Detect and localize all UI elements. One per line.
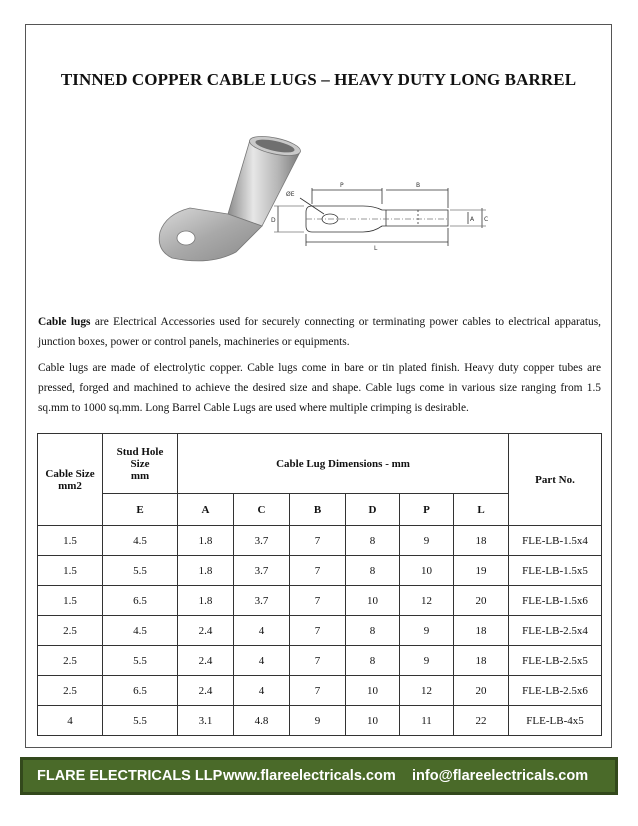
document-title: TINNED COPPER CABLE LUGS – HEAVY DUTY LONG BARREL	[60, 70, 577, 89]
cell-e: 5.5	[103, 646, 178, 676]
cell-d: 10	[346, 706, 400, 736]
label-e: ØE	[286, 191, 295, 198]
intro-lead: Cable lugs	[38, 316, 91, 328]
cell-d: 8	[346, 646, 400, 676]
cell-b: 7	[290, 586, 346, 616]
cell-p: 12	[400, 586, 454, 616]
dimension-drawing	[268, 174, 498, 254]
cell-c: 3.7	[234, 526, 290, 556]
cell-d: 8	[346, 556, 400, 586]
cell-l: 22	[454, 706, 509, 736]
cell-a: 2.4	[178, 676, 234, 706]
table-row	[38, 586, 602, 616]
cell-part-no: FLE-LB-2.5x4	[509, 616, 602, 646]
label-l: L	[374, 245, 378, 252]
cell-p: 12	[400, 676, 454, 706]
header-col-c: C	[234, 494, 290, 526]
cell-b: 7	[290, 646, 346, 676]
cell-p: 9	[400, 646, 454, 676]
cell-cable-size: 2.5	[38, 646, 103, 676]
cell-b: 7	[290, 526, 346, 556]
cell-b: 9	[290, 706, 346, 736]
cell-d: 10	[346, 676, 400, 706]
cell-e: 5.5	[103, 556, 178, 586]
header-stud-hole-line2: Size	[130, 457, 150, 470]
header-col-a: A	[178, 494, 234, 526]
cell-c: 4	[234, 676, 290, 706]
cell-b: 7	[290, 556, 346, 586]
cell-part-no: FLE-LB-4x5	[509, 706, 602, 736]
label-p: P	[340, 182, 344, 189]
label-b: B	[416, 182, 421, 189]
cell-part-no: FLE-LB-2.5x5	[509, 646, 602, 676]
cell-a: 1.8	[178, 586, 234, 616]
cell-e: 5.5	[103, 706, 178, 736]
cell-part-no: FLE-LB-1.5x4	[509, 526, 602, 556]
header-stud-hole	[103, 434, 178, 494]
cell-c: 3.7	[234, 586, 290, 616]
header-dimensions: Cable Lug Dimensions - mm	[178, 434, 509, 494]
cell-d: 8	[346, 526, 400, 556]
label-d: D	[271, 217, 276, 224]
cell-l: 20	[454, 676, 509, 706]
intro-paragraph-2: Cable lugs are made of electrolytic copper. Cable lugs come in bare or tin plated finish. Heavy duty copper tubes are pressed, forged and machined to achieve the desired size and shape. Cable lugs come in various size ranging from 1.5 sq.mm to 1000 sq.mm. Long Barrel Cable Lugs are used where multiple crimping is desirable.	[38, 362, 601, 414]
header-col-b: B	[290, 494, 346, 526]
cell-l: 18	[454, 616, 509, 646]
header-col-p: P	[400, 494, 454, 526]
cell-b: 7	[290, 676, 346, 706]
header-part-no: Part No.	[509, 434, 602, 526]
table-row	[38, 646, 602, 676]
footer-website-link[interactable]: www.flareelectricals.com	[223, 768, 396, 784]
cell-d: 10	[346, 586, 400, 616]
cell-l: 19	[454, 556, 509, 586]
cell-c: 4	[234, 616, 290, 646]
intro-paragraph-1-text: are Electrical Accessories used for securely connecting or terminating power cables to electrical apparatus, junction boxes, power or control panels, machineries or equipments.	[38, 316, 602, 348]
header-stud-hole-line1: Stud Hole	[116, 445, 164, 458]
header-col-d: D	[346, 494, 400, 526]
cell-cable-size: 1.5	[38, 556, 103, 586]
table-row	[38, 616, 602, 646]
cell-a: 2.4	[178, 646, 234, 676]
header-cable-size	[38, 434, 103, 526]
cell-part-no: FLE-LB-1.5x5	[509, 556, 602, 586]
footer-email-link[interactable]: info@flareelectricals.com	[412, 768, 589, 784]
cell-cable-size: 2.5	[38, 616, 103, 646]
table-row	[38, 676, 602, 706]
cell-p: 9	[400, 526, 454, 556]
cell-p: 10	[400, 556, 454, 586]
header-stud-hole-line3: mm	[130, 469, 150, 482]
cell-cable-size: 1.5	[38, 526, 103, 556]
cell-d: 8	[346, 616, 400, 646]
cell-c: 4.8	[234, 706, 290, 736]
cell-l: 18	[454, 526, 509, 556]
footer-company: FLARE ELECTRICALS LLP	[37, 768, 223, 784]
label-a: A	[470, 216, 475, 223]
cell-e: 6.5	[103, 676, 178, 706]
header-cable-size-line1: Cable Size	[45, 467, 95, 480]
cell-l: 20	[454, 586, 509, 616]
cell-cable-size: 2.5	[38, 676, 103, 706]
cell-c: 3.7	[234, 556, 290, 586]
cell-a: 2.4	[178, 616, 234, 646]
intro-paragraph-1	[38, 312, 601, 352]
cell-p: 9	[400, 616, 454, 646]
table-row	[38, 526, 602, 556]
cell-part-no: FLE-LB-1.5x6	[509, 586, 602, 616]
label-c: C	[484, 216, 489, 223]
cell-l: 18	[454, 646, 509, 676]
table-row	[38, 556, 602, 586]
cell-b: 7	[290, 616, 346, 646]
header-col-e: E	[103, 494, 178, 526]
cell-p: 11	[400, 706, 454, 736]
cell-c: 4	[234, 646, 290, 676]
cell-part-no: FLE-LB-2.5x6	[509, 676, 602, 706]
header-cable-size-line2: mm2	[58, 479, 82, 492]
cell-cable-size: 1.5	[38, 586, 103, 616]
cell-a: 1.8	[178, 526, 234, 556]
cell-a: 1.8	[178, 556, 234, 586]
cell-a: 3.1	[178, 706, 234, 736]
spec-table	[37, 433, 602, 736]
cell-e: 4.5	[103, 526, 178, 556]
cell-e: 6.5	[103, 586, 178, 616]
table-row	[38, 706, 602, 736]
cell-e: 4.5	[103, 616, 178, 646]
header-col-l: L	[454, 494, 509, 526]
footer-banner	[20, 757, 618, 795]
cell-cable-size: 4	[38, 706, 103, 736]
